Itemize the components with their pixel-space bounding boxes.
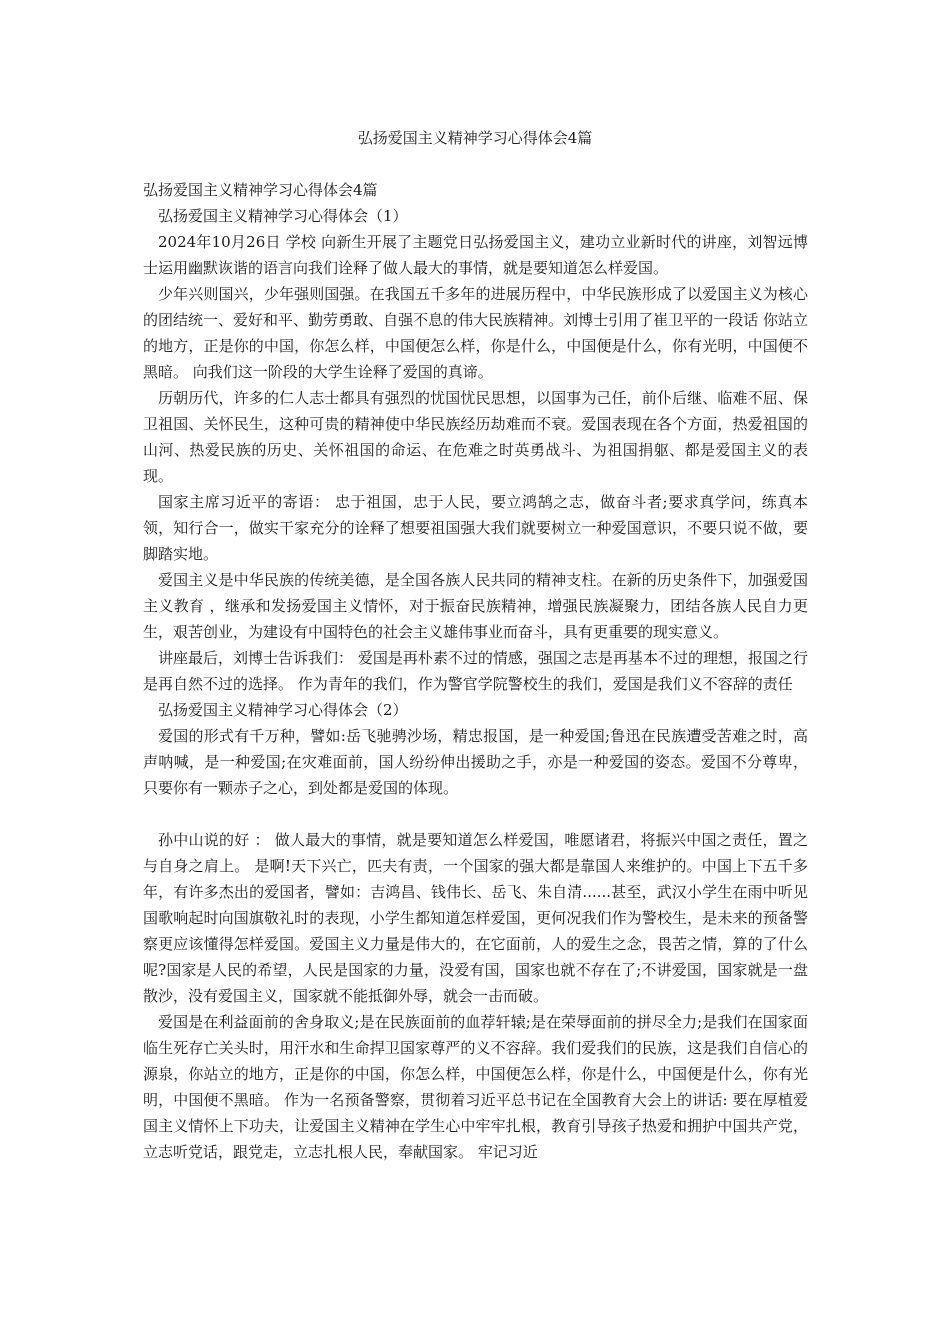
- document-title: 弘扬爱国主义精神学习心得体会4篇: [357, 129, 593, 147]
- paragraph: 2024年10月26日 学校 向新生开展了主题党日弘扬爱国主义，建功立业新时代的讲座，刘智远博士运用幽默诙谐的语言向我们诠释了做人最大的事情，就是要知道怎么样爱国。: [143, 233, 808, 277]
- paragraph: 国家主席习近平的寄语： 忠于祖国，忠于人民，要立鸿鹄之志，做奋斗者;要求真学问，练真本领，知行合一，做实干家充分的诠释了想要祖国强大我们就要树立一种爱国意识，不要只说不做，要脚踏实地。: [143, 493, 808, 563]
- paragraph: 爱国是在利益面前的舍身取义;是在民族面前的血荐轩辕;是在荣辱面前的拼尽全力;是我们在国家面临生死存亡关头时，用汗水和生命捍卫国家尊严的义不容辞。我们爱我们的民族，这是我们自信心的源泉，你站立的地方，正是你的中国，你怎么样，中国便怎么样，你是什么，中国便是什么，你有光明，中国便不黑暗。 作为一名预备警察，贯彻着习近平总书记在全国教育大会上的讲话: 要在厚植爱国主义情怀上下功夫，让爱国主义精神在学生心中牢牢扎根，教育引导孩子热爱和拥护中国共产党，立志听党话，跟党走，立志扎根人民，奉献国家。 牢记习近: [143, 1013, 808, 1161]
- paragraph-gap: [143, 801, 808, 827]
- document-subtitle: 弘扬爱国主义精神学习心得体会4篇: [143, 181, 378, 199]
- paragraph: 讲座最后，刘博士告诉我们： 爱国是再朴素不过的情感，强国之志是再基本不过的理想，报国之行是再自然不过的选择。 作为青年的我们，作为警官学院警校生的我们，爱国是我们义不容辞的责任: [143, 649, 808, 693]
- section-heading-2: 弘扬爱国主义精神学习心得体会（2）: [158, 701, 408, 719]
- paragraph: 孙中山说的好 ： 做人最大的事情，就是要知道怎么样爱国，唯愿诸君，将振兴中国之责任，置之与自身之肩上。 是啊!天下兴亡，匹夫有责，一个国家的强大都是靠国人来维护的。中国上下五千多年，有许多杰出的爱国者，譬如：吉鸿昌、钱伟长、岳飞、朱自清......甚至，武汉小学生在雨中听见国歌响起时向国旗敬礼时的表现，小学生都知道怎样爱国，更何况我们作为警校生，是未来的预备警察更应该懂得怎样爱国。爱国主义力量是伟大的，在它面前，人的爱生之念，畏苦之情，算的了什么呢?国家是人民的希望，人民是国家的力量，没爱有国，国家也就不存在了;不讲爱国，国家就是一盘散沙，没有爱国主义，国家就不能抵御外辱，就会一击而破。: [143, 831, 808, 1005]
- section-heading-1: 弘扬爱国主义精神学习心得体会（1）: [158, 207, 408, 225]
- paragraph: 历朝历代，许多的仁人志士都具有强烈的忧国忧民思想，以国事为己任，前仆后继、临难不屈、保卫祖国、关怀民生，这种可贵的精神使中华民族经历劫难而不衰。爱国表现在各个方面，热爱祖国的山河、热爱民族的历史、关怀祖国的命运、在危难之时英勇战斗、为祖国捐躯、都是爱国主义的表现。: [143, 389, 808, 485]
- paragraph: 少年兴则国兴，少年强则国强。在我国五千多年的进展历程中，中华民族形成了以爱国主义为核心的团结统一、爱好和平、勤劳勇敢、自强不息的伟大民族精神。刘博士引用了崔卫平的一段话 你站立的地方，正是你的中国，你怎么样，中国便怎么样，你是什么，中国便是什么，你有光明，中国便不黑暗。 向我们这一阶段的大学生诠释了爱国的真谛。: [143, 285, 808, 381]
- document-body: [143, 177, 808, 1165]
- paragraph: 爱国主义是中华民族的传统美德，是全国各族人民共同的精神支柱。在新的历史条件下，加强爱国主义教育 ，继承和发扬爱国主义情怀，对于振奋民族精神，增强民族凝聚力，团结各族人民自力更生，艰苦创业，为建设有中国特色的社会主义雄伟事业而奋斗，具有更重要的现实意义。: [143, 571, 808, 641]
- paragraph: 爱国的形式有千万种，譬如:岳飞驰骋沙场，精忠报国，是一种爱国;鲁迅在民族遭受苦难之时，高声呐喊，是一种爱国;在灾难面前，国人纷纷伸出援助之手，亦是一种爱国的姿态。爱国不分尊卑，只要你有一颗赤子之心，到处都是爱国的体现。: [143, 727, 808, 797]
